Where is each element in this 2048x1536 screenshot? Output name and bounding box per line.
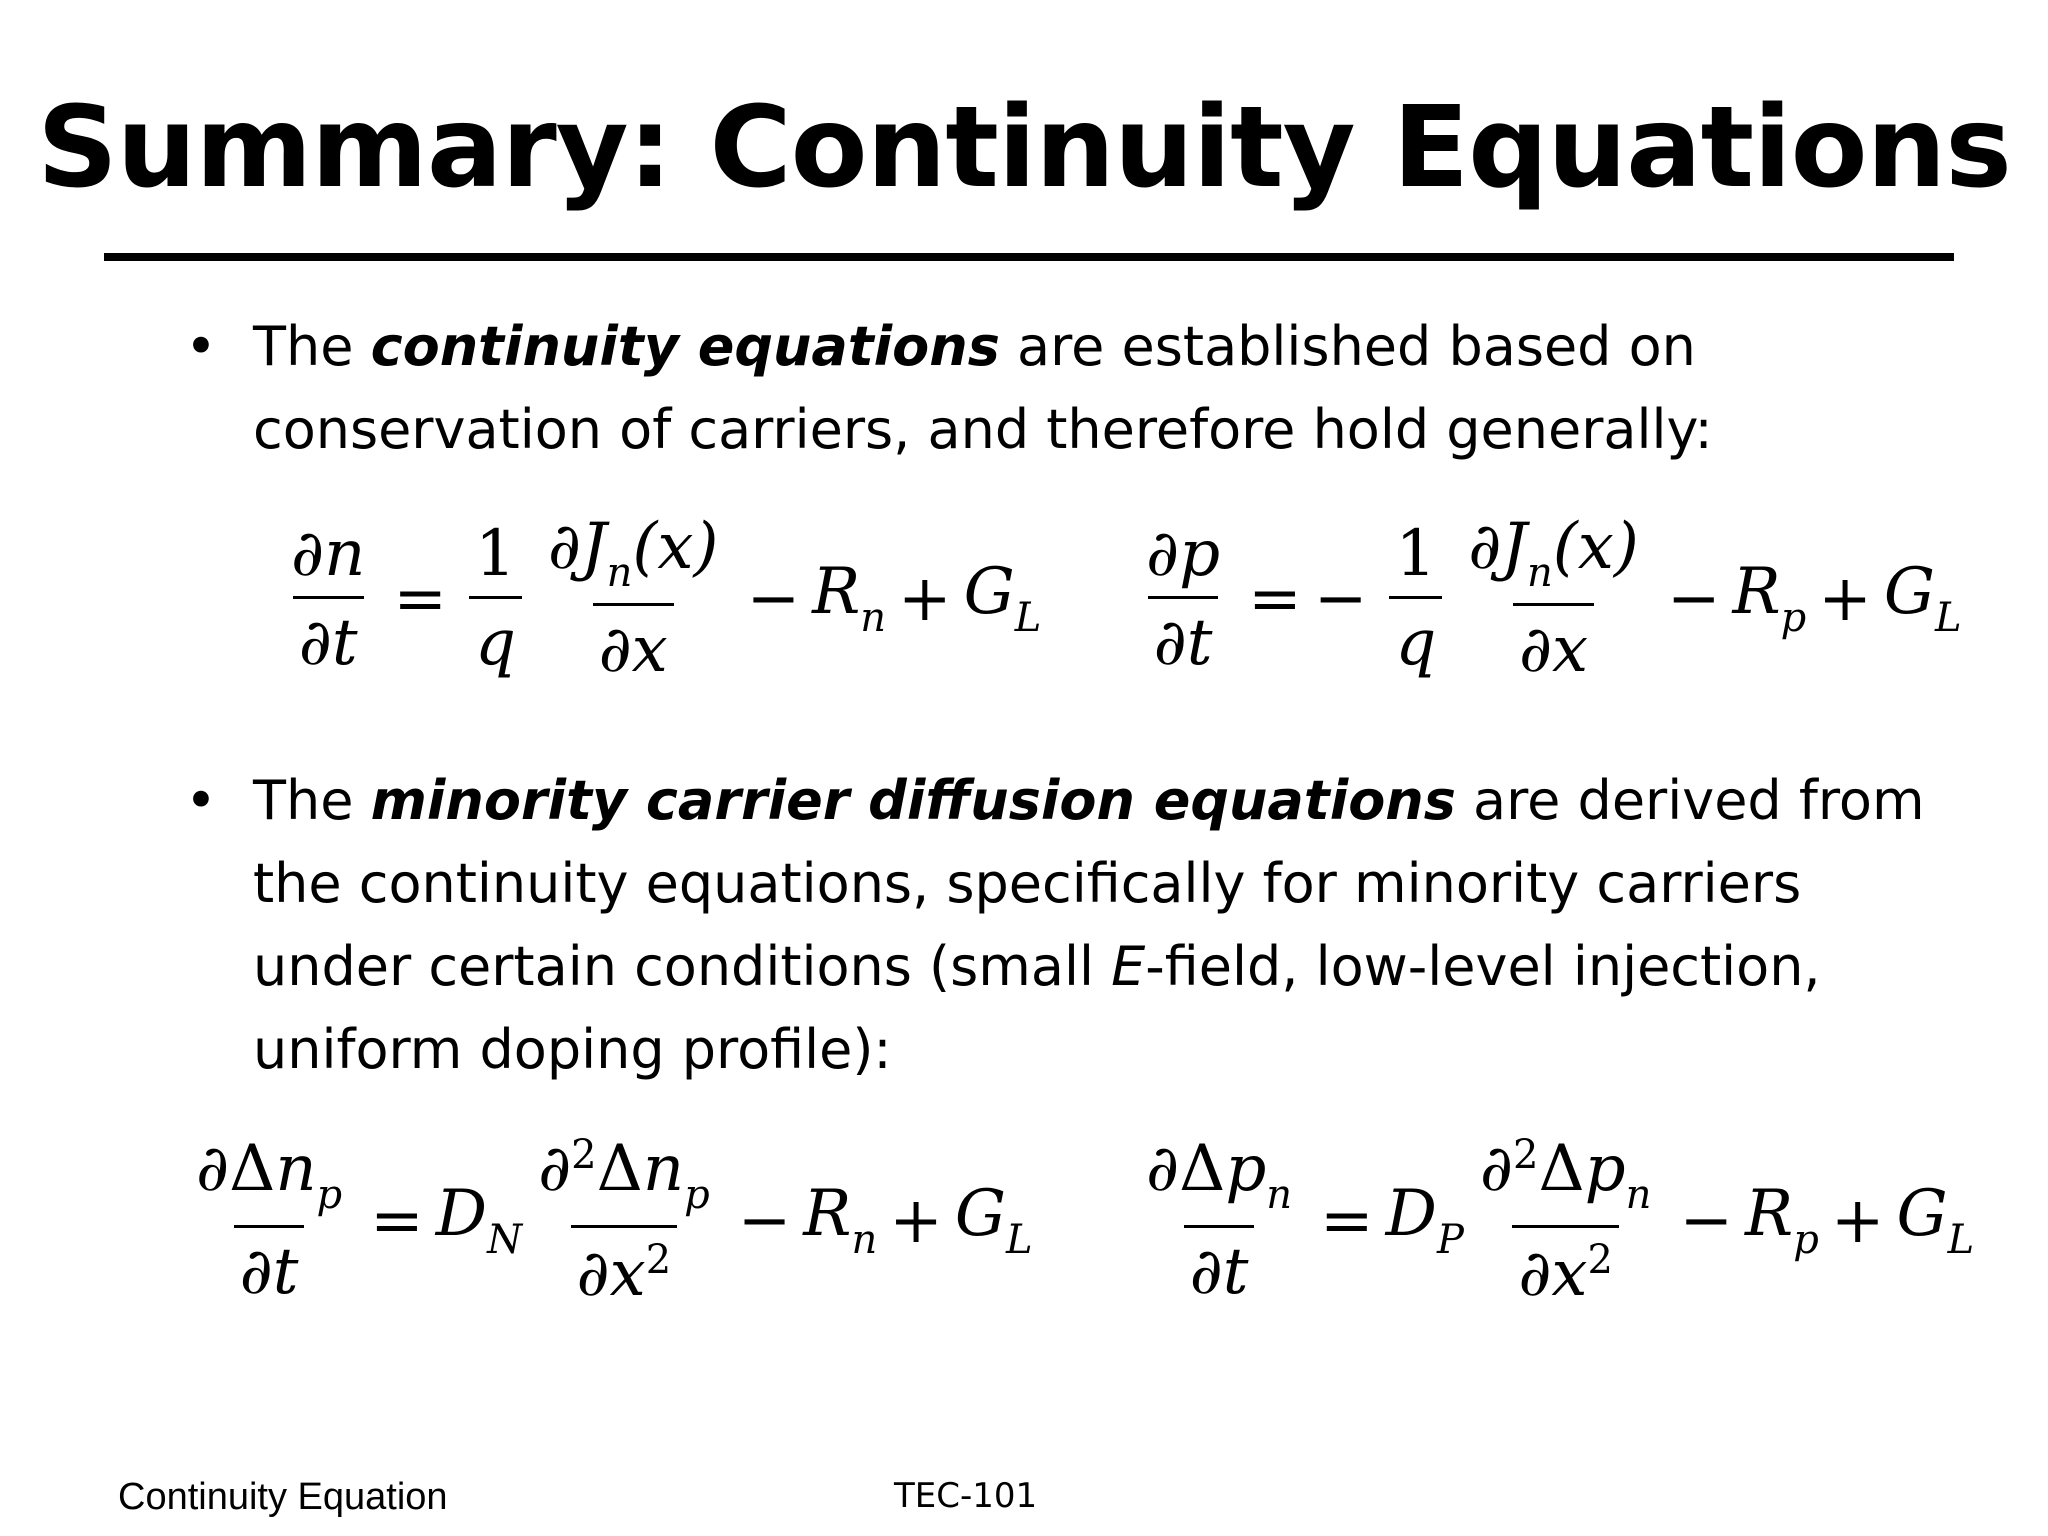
generation-term: $G_L$ <box>1883 554 1962 641</box>
bullet-marker: • <box>185 315 217 378</box>
minus-sign: − <box>737 1183 792 1258</box>
equals-sign: = <box>1320 1183 1374 1258</box>
minus-sign: − <box>746 561 801 636</box>
bullet-marker: • <box>185 769 217 832</box>
generation-term: $G_L$ <box>963 554 1042 641</box>
diffusion-coefficient: $D_N$ <box>435 1176 523 1263</box>
fraction-dJn-dx: $\frac{\partial J_n(x)}{\partial x}$ <box>1468 510 1639 687</box>
electron-diffusion-equation <box>180 1132 1033 1311</box>
fraction-dp-dt: $\frac{\partial p}{\partial t}$ <box>1146 517 1221 680</box>
page-title: Summary: Continuity Equations <box>37 83 2011 213</box>
fraction-one-over-q: $\frac{1}{q}$ <box>469 522 522 675</box>
equals-sign: = <box>370 1183 424 1258</box>
fraction-dn-dt: $\frac{\partial n}{\partial t}$ <box>291 517 366 680</box>
minus-sign: − <box>1679 1183 1734 1258</box>
generation-term: $G_L$ <box>1896 1176 1975 1263</box>
bullet-emphasis: continuity equations <box>370 315 1000 378</box>
plus-sign: + <box>1830 1183 1885 1258</box>
plus-sign: + <box>898 561 952 636</box>
generation-term: $G_L$ <box>954 1176 1033 1263</box>
fraction-ddelta-np-dt: $\frac{\partial\Delta n_p}{\partial t}$ <box>196 1132 343 1309</box>
bullet-text-pre: The <box>253 315 371 378</box>
recombination-term: $R_p$ <box>1745 1176 1819 1263</box>
bullet-text <box>253 759 1933 1091</box>
fraction-second-derivative: $\frac{\partial^2\Delta p_n}{\partial x^2}$ <box>1479 1132 1652 1311</box>
fraction-ddelta-pn-dt: $\frac{\partial\Delta p_n}{\partial t}$ <box>1146 1132 1293 1309</box>
recombination-term: $R_p$ <box>1732 554 1807 641</box>
hole-continuity-equation <box>1130 510 1962 687</box>
equals-sign: = <box>1248 561 1302 636</box>
bullet-text-pre: The <box>253 769 371 832</box>
electron-continuity-equation <box>275 510 1042 687</box>
plus-sign: + <box>1818 561 1872 636</box>
minus-sign: − <box>1666 561 1721 636</box>
title-divider <box>104 253 1954 261</box>
recombination-term: $R_n$ <box>812 554 887 641</box>
equals-sign: = <box>393 561 447 636</box>
bullet-text <box>253 305 1933 471</box>
bullet-text-post: are established based on conservation of carriers, and therefore hold generally: <box>253 315 1713 461</box>
bullet-text-post: -field, low-level injection, uniform doping profile): <box>253 935 1821 1081</box>
plus-sign: + <box>889 1183 943 1258</box>
bullet-emphasis: minority carrier diffusion equations <box>370 769 1456 832</box>
e-field-italic: E <box>1111 935 1146 998</box>
recombination-term: $R_n$ <box>803 1176 878 1263</box>
fraction-dJn-dx: $\frac{\partial J_n(x)}{\partial x}$ <box>547 510 719 687</box>
diffusion-coefficient: $D_P$ <box>1385 1176 1464 1263</box>
fraction-one-over-q: $\frac{1}{q}$ <box>1389 522 1442 675</box>
footer-course-code: TEC-101 <box>894 1476 1038 1516</box>
minus-sign: − <box>1313 561 1368 636</box>
footer-label: Continuity Equation <box>118 1476 448 1518</box>
fraction-second-derivative: $\frac{\partial^2\Delta n_p}{\partial x^2}$ <box>538 1132 710 1311</box>
bullet-text-post: are derived from the continuity equations, specifically for minority carriers under certain conditions (small <box>253 769 1925 998</box>
hole-diffusion-equation <box>1130 1132 1975 1311</box>
